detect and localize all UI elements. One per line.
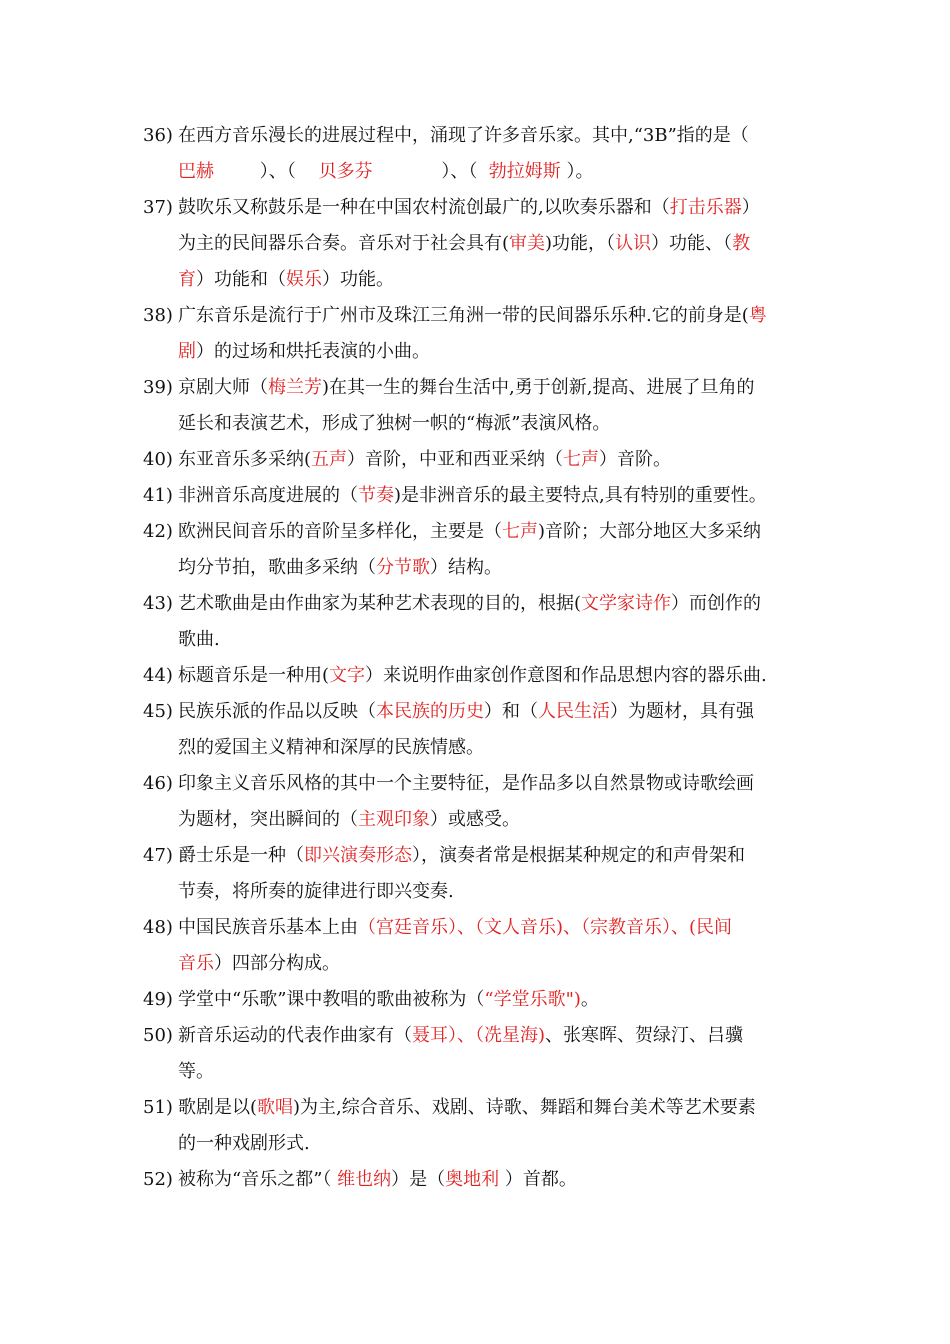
question-text: 、张寒晖、贺绿汀、吕骥 [545, 1025, 744, 1046]
question-text: 广东音乐是流行于广州市及珠江三角洲一带的民间器乐乐种.它的前身是( [178, 305, 749, 326]
question-text: ）的过场和烘托表演的小曲。 [196, 341, 430, 362]
question-line [143, 802, 813, 838]
question-text: ）音阶，中亚和西亚采纳（ [347, 449, 564, 470]
question-line [143, 946, 813, 982]
question-text: 为主的民间器乐合奏。音乐对于社会具有( [178, 233, 510, 254]
question-item [143, 1090, 813, 1162]
question-text: 在西方音乐漫长的进展过程中，涌现了许多音乐家。其中,“3B”指的是（ [178, 125, 749, 146]
question-item [143, 838, 813, 910]
question-text: ），演奏者常是根据某种规定的和声骨架和 [412, 845, 745, 866]
answer-text: 五声 [311, 449, 348, 470]
question-text: ）功能和（ [196, 269, 286, 290]
question-text: ） [741, 197, 760, 218]
question-line [143, 478, 813, 514]
question-text: 东亚音乐多采纳( [178, 449, 312, 470]
question-item [143, 118, 813, 190]
question-text: 被称为“音乐之都”（ [178, 1169, 338, 1190]
answer-text: 音乐 [178, 953, 214, 974]
answer-text: 巴赫 [178, 161, 214, 182]
question-line [143, 406, 813, 442]
answer-text: 文学家诗作 [581, 593, 672, 614]
question-line [143, 730, 813, 766]
question-number: 41) [143, 485, 173, 506]
question-line [143, 118, 813, 154]
question-text: ）功能。 [322, 269, 394, 290]
question-number: 46) [143, 773, 173, 794]
question-line [143, 1162, 813, 1198]
question-line [143, 838, 813, 874]
answer-text: 聂耳）、（冼星海) [412, 1025, 546, 1046]
question-number: 50) [143, 1025, 173, 1046]
question-line [143, 1054, 813, 1090]
question-number: 40) [143, 449, 173, 470]
question-line [143, 190, 813, 226]
question-text: ）和（ [484, 701, 538, 722]
question-line [143, 514, 813, 550]
answer-text: 打击乐器 [669, 197, 742, 218]
question-text: 印象主义音乐风格的其中一个主要特征，是作品多以自然景物或诗歌绘画 [178, 773, 754, 794]
question-text: 鼓吹乐又称鼓乐是一种在中国农村流创最广的,以吹奏乐器和（ [178, 197, 670, 218]
question-text: 标题音乐是一种用( [178, 665, 330, 686]
question-line [143, 982, 813, 1018]
question-text: ）而创作的 [671, 593, 762, 614]
question-line [143, 442, 813, 478]
question-text: 的一种戏剧形式. [178, 1133, 310, 1154]
answer-text: 育 [178, 269, 196, 290]
answer-text: “学堂乐歌") [484, 989, 581, 1010]
question-number: 39) [143, 377, 173, 398]
question-line [143, 550, 813, 586]
question-line [143, 334, 813, 370]
question-text: 欧洲民间音乐的音阶呈多样化，主要是（ [178, 521, 502, 542]
question-text: )为主,综合音乐、戏剧、诗歌、舞蹈和舞台美术等艺术要素 [293, 1097, 756, 1118]
question-item [143, 694, 813, 766]
question-text: 学堂中“乐歌”课中教唱的歌曲被称为（ [178, 989, 485, 1010]
answer-text: 维也纳 [337, 1169, 392, 1190]
question-line [143, 766, 813, 802]
answer-text: 人民生活 [538, 701, 610, 722]
question-line [143, 298, 813, 334]
question-item [143, 658, 813, 694]
question-item [143, 1162, 813, 1198]
question-item [143, 370, 813, 442]
question-number: 36) [143, 125, 173, 146]
question-text: ）音阶。 [599, 449, 672, 470]
answer-text: 七声 [563, 449, 600, 470]
answer-text: 娱乐 [286, 269, 322, 290]
question-line [143, 262, 813, 298]
question-item [143, 442, 813, 478]
question-text: ）来说明作曲家创作意图和作品思想内容的器乐曲. [365, 665, 767, 686]
question-text: )音阶；大部分地区大多采纳 [538, 521, 762, 542]
answer-text: 粤 [748, 305, 767, 326]
question-number: 42) [143, 521, 173, 542]
question-text: 等。 [178, 1061, 214, 1082]
question-item [143, 190, 813, 298]
question-line [143, 586, 813, 622]
question-text: ）或感受。 [430, 809, 520, 830]
question-text: ）四部分构成。 [214, 953, 340, 974]
answer-text: 分节歌 [376, 557, 430, 578]
question-line [143, 226, 813, 262]
question-text: ）、（ [214, 161, 319, 182]
question-text: 艺术歌曲是由作曲家为某种艺术表现的目的，根据( [178, 593, 582, 614]
question-text: ）。 [560, 161, 594, 182]
question-text: 为题材，突出瞬间的（ [178, 809, 358, 830]
question-number: 48) [143, 917, 173, 938]
answer-text: 剧 [178, 341, 196, 362]
question-number: 38) [143, 305, 173, 326]
question-item [143, 478, 813, 514]
answer-text: 歌唱 [257, 1097, 294, 1118]
question-text: 新音乐运动的代表作曲家有（ [178, 1025, 412, 1046]
question-text: ）为题材，具有强 [610, 701, 754, 722]
answer-text: 即兴演奏形态 [304, 845, 412, 866]
answer-text: 节奏 [358, 485, 394, 506]
question-item [143, 1018, 813, 1090]
question-text: )是非洲音乐的最主要特点,具有特别的重要性。 [394, 485, 767, 506]
question-number: 44) [143, 665, 173, 686]
question-text: 。 [580, 989, 599, 1010]
question-item [143, 910, 813, 982]
question-line [143, 658, 813, 694]
question-text: 烈的爱国主义精神和深厚的民族情感。 [178, 737, 484, 758]
question-text: 京剧大师（ [178, 377, 268, 398]
question-text: ）是（ [391, 1169, 446, 1190]
answer-text: 勃拉姆斯 [488, 161, 561, 182]
question-text: )功能，（ [545, 233, 616, 254]
question-number: 47) [143, 845, 173, 866]
question-number: 43) [143, 593, 173, 614]
answer-text: 七声 [502, 521, 538, 542]
question-number: 52) [143, 1169, 173, 1190]
question-item [143, 298, 813, 370]
question-text: 节奏，将所奏的旋律进行即兴变奏. [178, 881, 454, 902]
question-text: 延长和表演艺术，形成了独树一帜的“梅派”表演风格。 [178, 413, 611, 434]
answer-text: 主观印象 [358, 809, 430, 830]
question-line [143, 874, 813, 910]
question-text: ）功能、（ [651, 233, 733, 254]
question-text: 爵士乐是一种（ [178, 845, 304, 866]
question-item [143, 514, 813, 586]
question-line [143, 622, 813, 658]
question-text: 中国民族音乐基本上由 [178, 917, 358, 938]
question-line [143, 370, 813, 406]
question-line [143, 1090, 813, 1126]
question-text: 民族乐派的作品以反映（ [178, 701, 376, 722]
answer-text: 审美 [509, 233, 546, 254]
question-text: ）、（ [372, 161, 489, 182]
question-line [143, 154, 813, 190]
question-line [143, 1126, 813, 1162]
question-number: 49) [143, 989, 173, 1010]
question-text: ）结构。 [430, 557, 502, 578]
question-number: 37) [143, 197, 173, 218]
question-text: ）首都。 [499, 1169, 577, 1190]
answer-text: 本民族的历史 [376, 701, 484, 722]
question-line [143, 1018, 813, 1054]
answer-text: （宫廷音乐）、（文人音乐)、（宗教音乐）、(民间 [358, 917, 733, 938]
answer-text: 奥地利 [445, 1169, 500, 1190]
question-text: 歌曲. [178, 629, 220, 650]
question-number: 51) [143, 1097, 173, 1118]
question-item [143, 586, 813, 658]
answer-text: 教 [732, 233, 751, 254]
answer-text: 认识 [615, 233, 652, 254]
question-text: 非洲音乐高度进展的（ [178, 485, 358, 506]
question-text: 歌剧是以( [178, 1097, 258, 1118]
answer-text: 梅兰芳 [268, 377, 322, 398]
question-text: 均分节拍，歌曲多采纳（ [178, 557, 376, 578]
question-line [143, 910, 813, 946]
answer-text: 贝多芬 [318, 161, 373, 182]
question-item [143, 766, 813, 838]
question-text: )在其一生的舞台生活中,勇于创新,提高、进展了旦角的 [322, 377, 755, 398]
answer-text: 文字 [329, 665, 366, 686]
question-item [143, 982, 813, 1018]
question-number: 45) [143, 701, 173, 722]
question-line [143, 694, 813, 730]
